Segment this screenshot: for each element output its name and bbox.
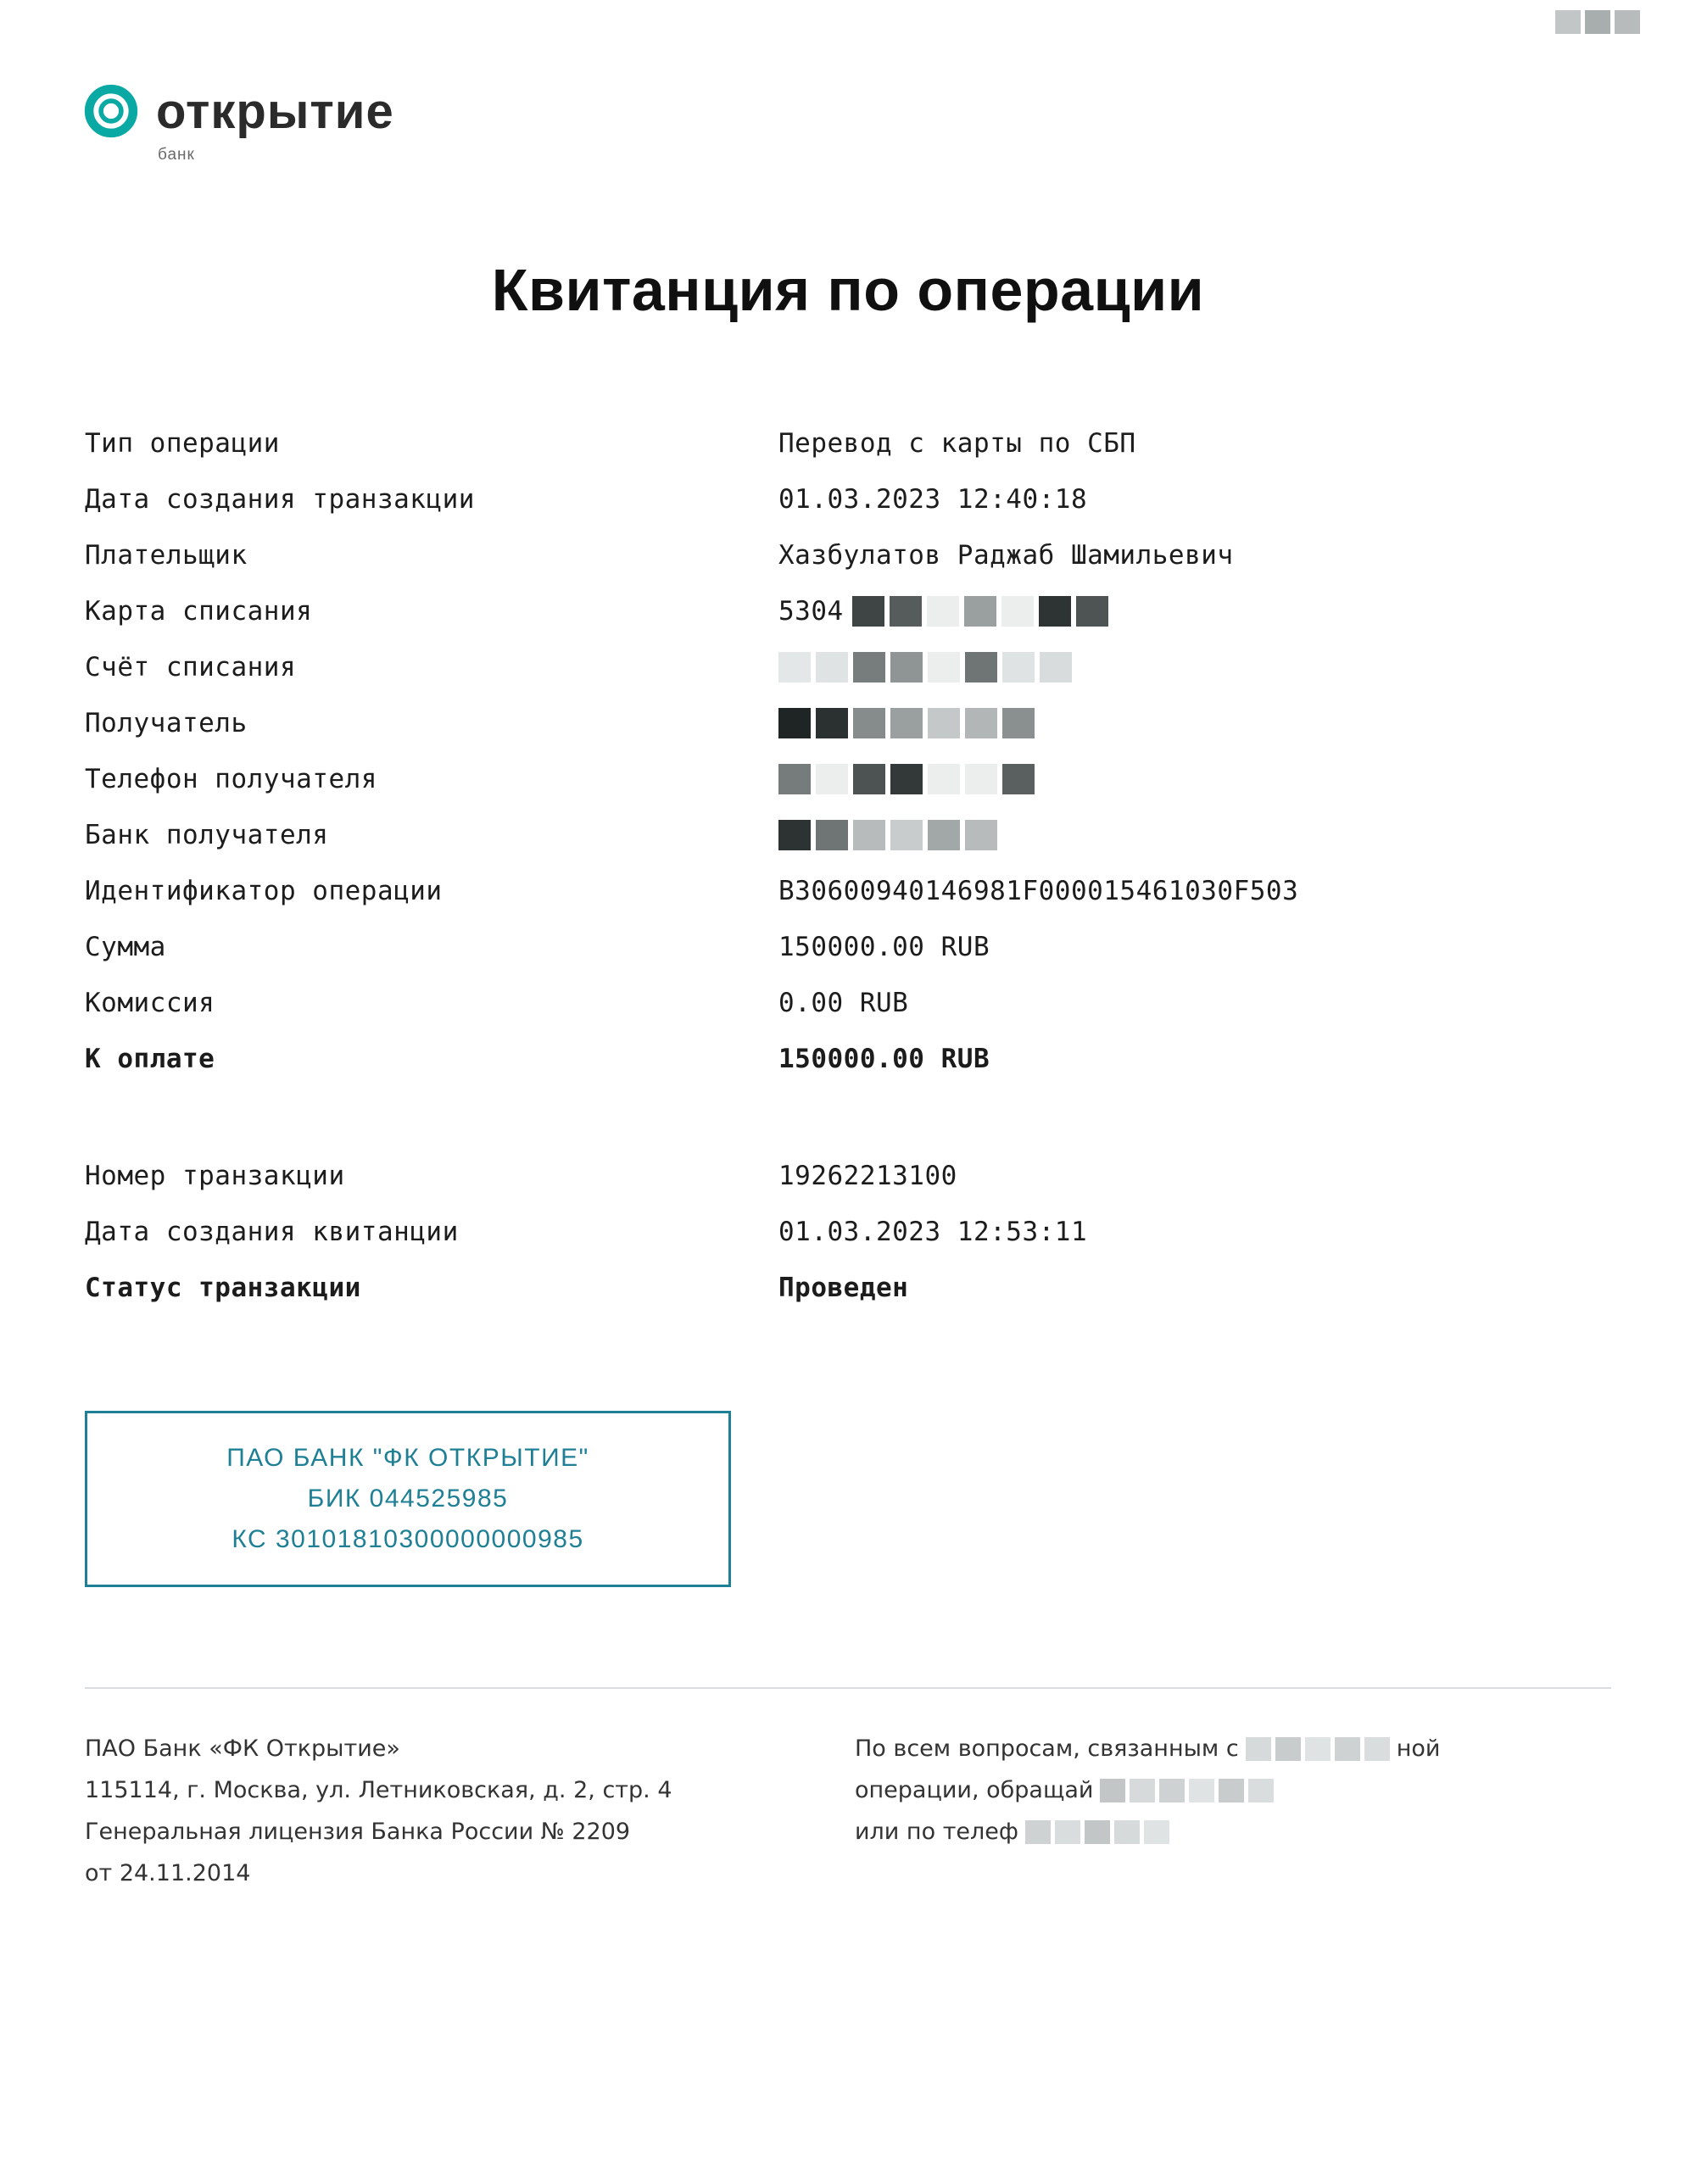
field-row-commission xyxy=(85,975,1696,1031)
footer-bank-license-date: от 24.11.2014 xyxy=(85,1860,251,1886)
stamp-bik: БИК 044525985 xyxy=(307,1485,509,1513)
field-label: Комиссия xyxy=(85,988,215,1018)
footer-note-text: или по телеф xyxy=(855,1819,1018,1845)
brand-name: открытие xyxy=(156,83,394,139)
field-row-card xyxy=(85,583,1696,639)
field-label: Идентификатор операции xyxy=(85,876,443,906)
brand-row xyxy=(81,81,1696,141)
field-row-account xyxy=(85,639,1696,695)
field-label: Карта списания xyxy=(85,596,313,627)
field-value xyxy=(778,708,1035,738)
field-row-transaction-number xyxy=(85,1148,1696,1204)
footer-bank-details xyxy=(85,1728,780,1894)
footer-contact-note xyxy=(855,1728,1440,1894)
footer xyxy=(0,1689,1696,1894)
field-label: Счёт списания xyxy=(85,652,297,682)
footer-bank-name: ПАО Банк «ФК Открытие» xyxy=(85,1736,400,1762)
footer-note-text: ной xyxy=(1396,1736,1441,1762)
field-value xyxy=(778,820,997,850)
field-row-transaction-status xyxy=(85,1260,1696,1316)
field-label: Телефон получателя xyxy=(85,764,377,794)
field-row-operation-type xyxy=(85,415,1696,471)
page-title: Квитанция по операции xyxy=(491,257,1205,323)
field-label: Дата создания транзакции xyxy=(85,484,475,515)
field-label: Получатель xyxy=(85,708,248,738)
bank-stamp-box xyxy=(85,1411,731,1587)
stamp-bank-name: ПАО БАНК "ФК ОТКРЫТИЕ" xyxy=(226,1444,589,1472)
field-row-recipient-bank xyxy=(85,807,1696,863)
footer-bank-address: 115114, г. Москва, ул. Летниковская, д. 2, стр. 4 xyxy=(85,1777,672,1803)
field-value: Перевод с карты по СБП xyxy=(778,428,1136,459)
redacted-footer-block xyxy=(1246,1737,1390,1761)
field-label: Банк получателя xyxy=(85,820,329,850)
field-value xyxy=(778,652,1072,682)
redacted-footer-block xyxy=(1100,1779,1274,1802)
field-row-payer xyxy=(85,527,1696,583)
footer-note-text: По всем вопросам, связанным с xyxy=(855,1736,1239,1762)
footer-bank-license: Генеральная лицензия Банка России № 2209 xyxy=(85,1819,631,1845)
field-label: Дата создания квитанции xyxy=(85,1217,459,1247)
footer-note-line xyxy=(855,1769,1440,1811)
redacted-recipient-bank xyxy=(778,820,997,850)
field-label: Статус транзакции xyxy=(85,1273,361,1303)
field-value: 150000.00 RUB xyxy=(778,1044,990,1074)
footer-note-line xyxy=(855,1811,1440,1852)
field-value: Хазбулатов Раджаб Шамильевич xyxy=(778,540,1234,571)
otkritie-logo-icon xyxy=(81,81,141,141)
field-value: 01.03.2023 12:40:18 xyxy=(778,484,1088,515)
field-label: Плательщик xyxy=(85,540,248,571)
redacted-recipient-phone xyxy=(778,764,1035,794)
field-label: Номер транзакции xyxy=(85,1161,345,1191)
field-value xyxy=(778,596,1108,627)
field-row-total xyxy=(85,1031,1696,1087)
section-gap xyxy=(85,1087,1696,1148)
brand-tagline: банк xyxy=(158,146,195,164)
redacted-account-number xyxy=(778,652,1072,682)
field-value xyxy=(778,764,1035,794)
redacted-footer-block xyxy=(1025,1820,1169,1844)
field-label: К оплате xyxy=(85,1044,215,1074)
field-row-transaction-date xyxy=(85,471,1696,527)
status-value: Проведен xyxy=(778,1273,909,1303)
field-value: 150000.00 RUB xyxy=(778,932,990,962)
card-prefix: 5304 xyxy=(778,596,844,627)
field-label: Сумма xyxy=(85,932,166,962)
header xyxy=(0,0,1696,164)
redacted-card-number xyxy=(852,596,1108,627)
footer-note-line xyxy=(855,1728,1440,1769)
field-row-recipient-phone xyxy=(85,751,1696,807)
fields-section xyxy=(0,415,1696,1316)
redacted-recipient-name xyxy=(778,708,1035,738)
field-row-recipient xyxy=(85,695,1696,751)
field-value: 01.03.2023 12:53:11 xyxy=(778,1217,1088,1247)
field-row-operation-id xyxy=(85,863,1696,919)
stamp-ks: КС 30101810300000000985 xyxy=(232,1525,584,1553)
field-value: B30600940146981F000015461030F503 xyxy=(778,876,1299,906)
field-label: Тип операции xyxy=(85,428,280,459)
field-value: 0.00 RUB xyxy=(778,988,909,1018)
footer-note-text: операции, обращай xyxy=(855,1777,1094,1803)
field-row-amount xyxy=(85,919,1696,975)
field-row-receipt-date xyxy=(85,1204,1696,1260)
redacted-corner-block xyxy=(1555,10,1640,34)
field-value: 19262213100 xyxy=(778,1161,957,1191)
